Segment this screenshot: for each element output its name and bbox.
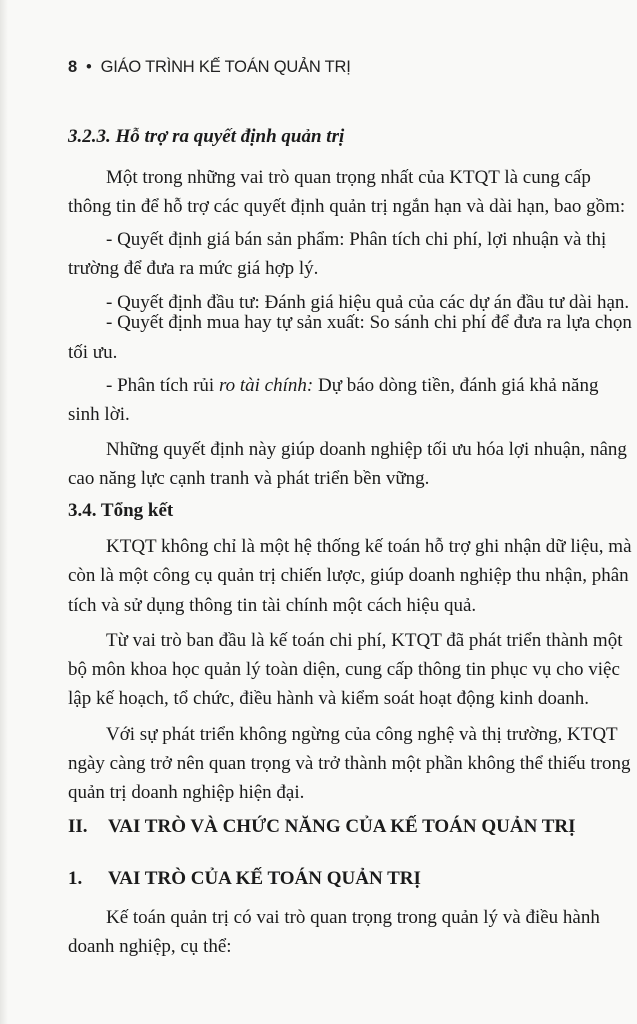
bullet-line: - Quyết định mua hay tự sản xuất: So sánh chi phí để đưa ra lựa chọn xyxy=(106,312,632,333)
paragraph-line: Kế toán quản trị có vai trò quan trọng trong quản lý và điều hành xyxy=(106,907,600,928)
bullet-line: sinh lời. xyxy=(68,404,130,425)
book-title: GIÁO TRÌNH KẾ TOÁN QUẢN TRỊ xyxy=(100,58,351,76)
bullet-line: - Quyết định giá bán sản phẩm: Phân tích chi phí, lợi nhuận và thị xyxy=(106,229,607,250)
paragraph-line: quản trị doanh nghiệp hiện đại. xyxy=(68,782,305,803)
bullet-text: - Phân tích rủi xyxy=(106,375,219,396)
bullet-line: trường để đưa ra mức giá hợp lý. xyxy=(68,258,319,279)
paragraph-line: ngày càng trở nên quan trọng và trở thành một phần không thể thiếu trong xyxy=(68,753,631,774)
bullet-italic-text: ro tài chính: xyxy=(218,375,314,396)
section-heading-1 xyxy=(68,868,421,890)
heading-title: VAI TRÒ VÀ CHỨC NĂNG CỦA KẾ TOÁN QUẢN TRỊ xyxy=(108,816,576,837)
paragraph-line: KTQT không chỉ là một hệ thống kế toán hỗ trợ ghi nhận dữ liệu, mà xyxy=(106,536,632,557)
paragraph-line: cao năng lực cạnh tranh và phát triển bền vững. xyxy=(68,468,430,489)
running-header xyxy=(68,58,351,77)
page-edge-shadow xyxy=(0,0,8,1024)
paragraph-line: Một trong những vai trò quan trọng nhất của KTQT là cung cấp xyxy=(106,167,591,188)
page-number: 8 xyxy=(68,58,77,76)
paragraph-line: còn là một công cụ quản trị chiến lược, giúp doanh nghiệp thu nhận, phân xyxy=(68,565,629,586)
paragraph-line: lập kế hoạch, tổ chức, điều hành và kiểm soát hoạt động kinh doanh. xyxy=(68,688,590,709)
bullet-line: tối ưu. xyxy=(68,342,118,363)
heading-number: 1. xyxy=(68,868,83,889)
paragraph-line: Với sự phát triển không ngừng của công nghệ và thị trường, KTQT xyxy=(106,724,618,745)
section-heading-3-4: 3.4. Tổng kết xyxy=(68,500,174,521)
bullet-line: - Quyết định đầu tư: Đánh giá hiệu quả của các dự án đầu tư dài hạn. xyxy=(106,292,630,313)
header-separator: • xyxy=(85,58,92,76)
heading-number: II. xyxy=(68,816,88,837)
bullet-line xyxy=(106,374,599,398)
paragraph-line: Từ vai trò ban đầu là kế toán chi phí, KTQT đã phát triển thành một xyxy=(106,630,623,651)
chapter-heading-ii xyxy=(68,816,576,838)
paragraph-line: thông tin để hỗ trợ các quyết định quản trị ngắn hạn và dài hạn, bao gồm: xyxy=(68,196,626,217)
paragraph-line: bộ môn khoa học quản lý toàn diện, cung cấp thông tin phục vụ cho việc xyxy=(68,659,620,680)
paragraph-line: Những quyết định này giúp doanh nghiệp tối ưu hóa lợi nhuận, nâng xyxy=(106,439,627,460)
paragraph-line: tích và sử dụng thông tin tài chính một cách hiệu quả. xyxy=(68,595,477,616)
paragraph-line: doanh nghiệp, cụ thể: xyxy=(68,936,232,957)
heading-title: VAI TRÒ CỦA KẾ TOÁN QUẢN TRỊ xyxy=(108,868,421,889)
bullet-text: Dự báo dòng tiền, đánh giá khả năng xyxy=(313,375,599,396)
section-heading-3-2-3: 3.2.3. Hỗ trợ ra quyết định quản trị xyxy=(68,126,345,147)
